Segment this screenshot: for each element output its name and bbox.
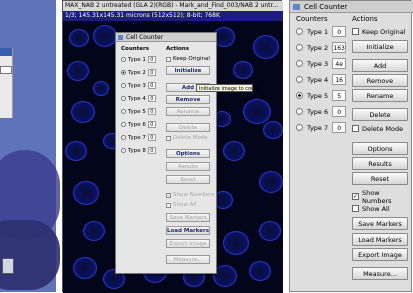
cell-nucleus — [233, 61, 253, 79]
cell-nucleus — [93, 81, 109, 96]
type-label: Type 7 — [307, 123, 329, 132]
type-radio[interactable] — [121, 135, 126, 140]
measure-button[interactable]: Measure... — [352, 267, 408, 280]
cell-nucleus — [249, 261, 271, 281]
cropped-window-titlebar — [0, 48, 12, 56]
counter-type-row[interactable] — [296, 121, 346, 134]
type-count: 4e — [332, 58, 346, 69]
cell-nucleus — [263, 121, 283, 139]
image-info-bar: 1/3; 145.31x145.31 microns (512x512); 8-bit; 768K — [63, 11, 283, 21]
options-button[interactable]: Options — [352, 142, 408, 155]
cell-nucleus — [243, 99, 271, 124]
delete-mode-checkbox[interactable] — [166, 134, 208, 142]
cell-nucleus — [65, 141, 87, 161]
type-radio[interactable] — [121, 109, 126, 114]
counter-type-row[interactable] — [121, 55, 156, 64]
counter-type-row[interactable] — [121, 133, 156, 142]
type-count: 163 — [332, 42, 346, 53]
type-count: 0 — [332, 26, 346, 37]
add-button[interactable]: Add — [352, 59, 408, 72]
checkbox-box: ✓ — [353, 193, 359, 200]
type-radio[interactable] — [296, 76, 303, 83]
cell-counter-titlebar — [290, 1, 413, 13]
type-count: 0 — [148, 121, 156, 128]
type-label: Type 6 — [128, 121, 146, 128]
cell-counter-title: Cell Counter — [304, 3, 348, 11]
actions-header: Actions — [166, 46, 189, 52]
show-all-label: Show All — [362, 204, 390, 213]
counter-type-row[interactable] — [121, 94, 156, 103]
type-label: Type 4 — [307, 75, 329, 84]
delete-button[interactable]: Delete — [352, 108, 408, 121]
app-icon — [118, 35, 123, 40]
cell-nucleus — [253, 35, 279, 59]
counter-type-row[interactable] — [296, 105, 346, 118]
cell-nucleus — [73, 181, 99, 205]
counter-type-row[interactable] — [121, 107, 156, 116]
type-label: Type 6 — [307, 107, 329, 116]
type-count: 0 — [332, 106, 346, 117]
checkbox-box — [352, 125, 359, 132]
checkbox-box: ✓ — [167, 193, 172, 200]
type-label: Type 8 — [128, 147, 146, 154]
checkbox-box — [352, 205, 359, 212]
type-label: Type 4 — [128, 95, 146, 102]
delete-button[interactable]: Delete — [166, 123, 210, 132]
cell-counter-window — [115, 32, 217, 274]
cell-nucleus — [93, 25, 117, 47]
initialize-tooltip: Initialize image to count — [196, 84, 253, 92]
show-numbers-label: Show Numbers — [362, 188, 392, 205]
type-radio[interactable] — [121, 83, 126, 88]
image-window-title: MAX_NAB 2 untreated (GLA 2)(RGB) - Mark_and_Find_003/NAB 2 untr... — [63, 1, 283, 11]
cell-nucleus — [69, 29, 89, 47]
type-label: Type 3 — [128, 82, 146, 89]
counter-type-row[interactable] — [296, 41, 346, 54]
rename-button[interactable]: Rename — [352, 89, 408, 102]
type-count: 0 — [148, 69, 156, 76]
show-numbers-checkbox[interactable] — [166, 191, 215, 199]
counters-header: Counters — [121, 46, 149, 52]
cell-nucleus — [223, 231, 249, 255]
initialize-button[interactable]: Initialize — [352, 40, 408, 53]
show-all-checkbox[interactable] — [352, 203, 390, 214]
counter-type-row[interactable] — [121, 120, 156, 129]
type-label: Type 5 — [307, 91, 329, 100]
cell-counter-titlebar — [116, 33, 216, 42]
type-radio[interactable] — [296, 44, 303, 51]
type-count: 0 — [148, 108, 156, 115]
type-radio[interactable] — [296, 28, 303, 35]
cell-nucleus — [73, 257, 97, 279]
counter-type-row[interactable] — [296, 73, 346, 86]
measure-button[interactable]: Measure... — [166, 255, 210, 264]
type-label: Type 7 — [128, 134, 146, 141]
checkbox-box — [166, 57, 171, 62]
type-label: Type 5 — [128, 108, 146, 115]
cell-nucleus — [259, 221, 281, 241]
actions-header: Actions — [352, 15, 378, 23]
type-count: 0 — [148, 134, 156, 141]
export-image-button[interactable]: Export Image — [352, 248, 408, 261]
checkbox-box — [166, 136, 171, 141]
desktop-file-icon[interactable] — [2, 258, 14, 274]
show-numbers-checkbox[interactable] — [352, 188, 411, 205]
keep-original-label: Keep Original — [362, 27, 406, 36]
type-count: 0 — [148, 95, 156, 102]
show-numbers-label: Show Numbers — [173, 192, 215, 198]
counters-header: Counters — [296, 15, 328, 23]
cell-counter-window-large — [289, 0, 412, 292]
type-radio[interactable] — [121, 148, 126, 153]
counter-type-row[interactable] — [296, 25, 346, 38]
cell-nucleus — [71, 101, 95, 123]
initialize-button[interactable]: Initialize — [166, 66, 210, 75]
add-button[interactable]: Add — [166, 83, 210, 92]
keep-original-checkbox[interactable] — [166, 55, 210, 63]
app-icon — [293, 4, 300, 10]
cropped-window-select[interactable] — [0, 66, 12, 74]
type-radio[interactable] — [121, 96, 126, 101]
counter-type-row[interactable] — [121, 68, 156, 77]
type-label: Type 3 — [307, 59, 329, 68]
keep-original-checkbox[interactable] — [352, 26, 406, 37]
delete-mode-checkbox[interactable] — [352, 123, 403, 134]
type-count: 0 — [148, 82, 156, 89]
type-count: 0 — [148, 56, 156, 63]
remove-button[interactable]: Remove — [352, 74, 408, 87]
counter-type-row[interactable] — [121, 81, 156, 90]
cell-nucleus — [67, 61, 89, 81]
type-label: Type 1 — [307, 27, 329, 36]
counter-type-row[interactable] — [121, 146, 156, 155]
show-all-checkbox[interactable] — [166, 201, 196, 209]
keep-original-label: Keep Original — [173, 56, 210, 62]
type-radio[interactable] — [296, 92, 303, 99]
show-all-label: Show All — [173, 202, 197, 208]
type-label: Type 2 — [307, 43, 329, 52]
checkbox-box — [352, 28, 359, 35]
counter-type-row[interactable] — [296, 57, 346, 70]
results-button[interactable]: Results — [352, 157, 408, 170]
results-button[interactable]: Results — [166, 162, 210, 171]
cell-nucleus — [223, 141, 245, 161]
delete-mode-label: Delete Mode — [173, 135, 208, 141]
type-radio[interactable] — [296, 124, 303, 131]
save-markers-button[interactable]: Save Markers — [166, 213, 210, 222]
save-markers-button[interactable]: Save Markers — [352, 217, 408, 230]
type-count: 5 — [332, 90, 346, 101]
options-button[interactable]: Options — [166, 149, 210, 158]
rename-button[interactable]: Rename — [166, 107, 210, 116]
type-count: 16 — [332, 74, 346, 85]
reset-button[interactable]: Reset — [166, 175, 210, 184]
cell-nucleus — [259, 171, 283, 193]
remove-button[interactable]: Remove — [166, 95, 210, 104]
type-count: 0 — [148, 147, 156, 154]
load-markers-button[interactable]: Load Markers — [352, 233, 408, 246]
desktop-wallpaper-shape — [0, 220, 60, 290]
checkbox-box — [166, 203, 171, 208]
load-markers-button[interactable]: Load Markers — [167, 228, 209, 234]
type-radio[interactable] — [121, 57, 126, 62]
cell-nucleus — [83, 221, 105, 241]
cropped-window — [0, 48, 13, 118]
counter-type-row[interactable] — [296, 89, 346, 102]
type-radio[interactable] — [121, 70, 126, 75]
type-radio[interactable] — [121, 122, 126, 127]
export-image-button[interactable]: Export Image — [166, 239, 210, 248]
type-radio[interactable] — [296, 108, 303, 115]
type-label: Type 2 — [128, 69, 146, 76]
desktop-background — [0, 0, 56, 292]
delete-mode-label: Delete Mode — [362, 124, 404, 133]
type-label: Type 1 — [128, 56, 146, 63]
cell-counter-title: Cell Counter — [126, 34, 164, 41]
type-radio[interactable] — [296, 60, 303, 67]
reset-button[interactable]: Reset — [352, 172, 408, 185]
type-count: 0 — [332, 122, 346, 133]
